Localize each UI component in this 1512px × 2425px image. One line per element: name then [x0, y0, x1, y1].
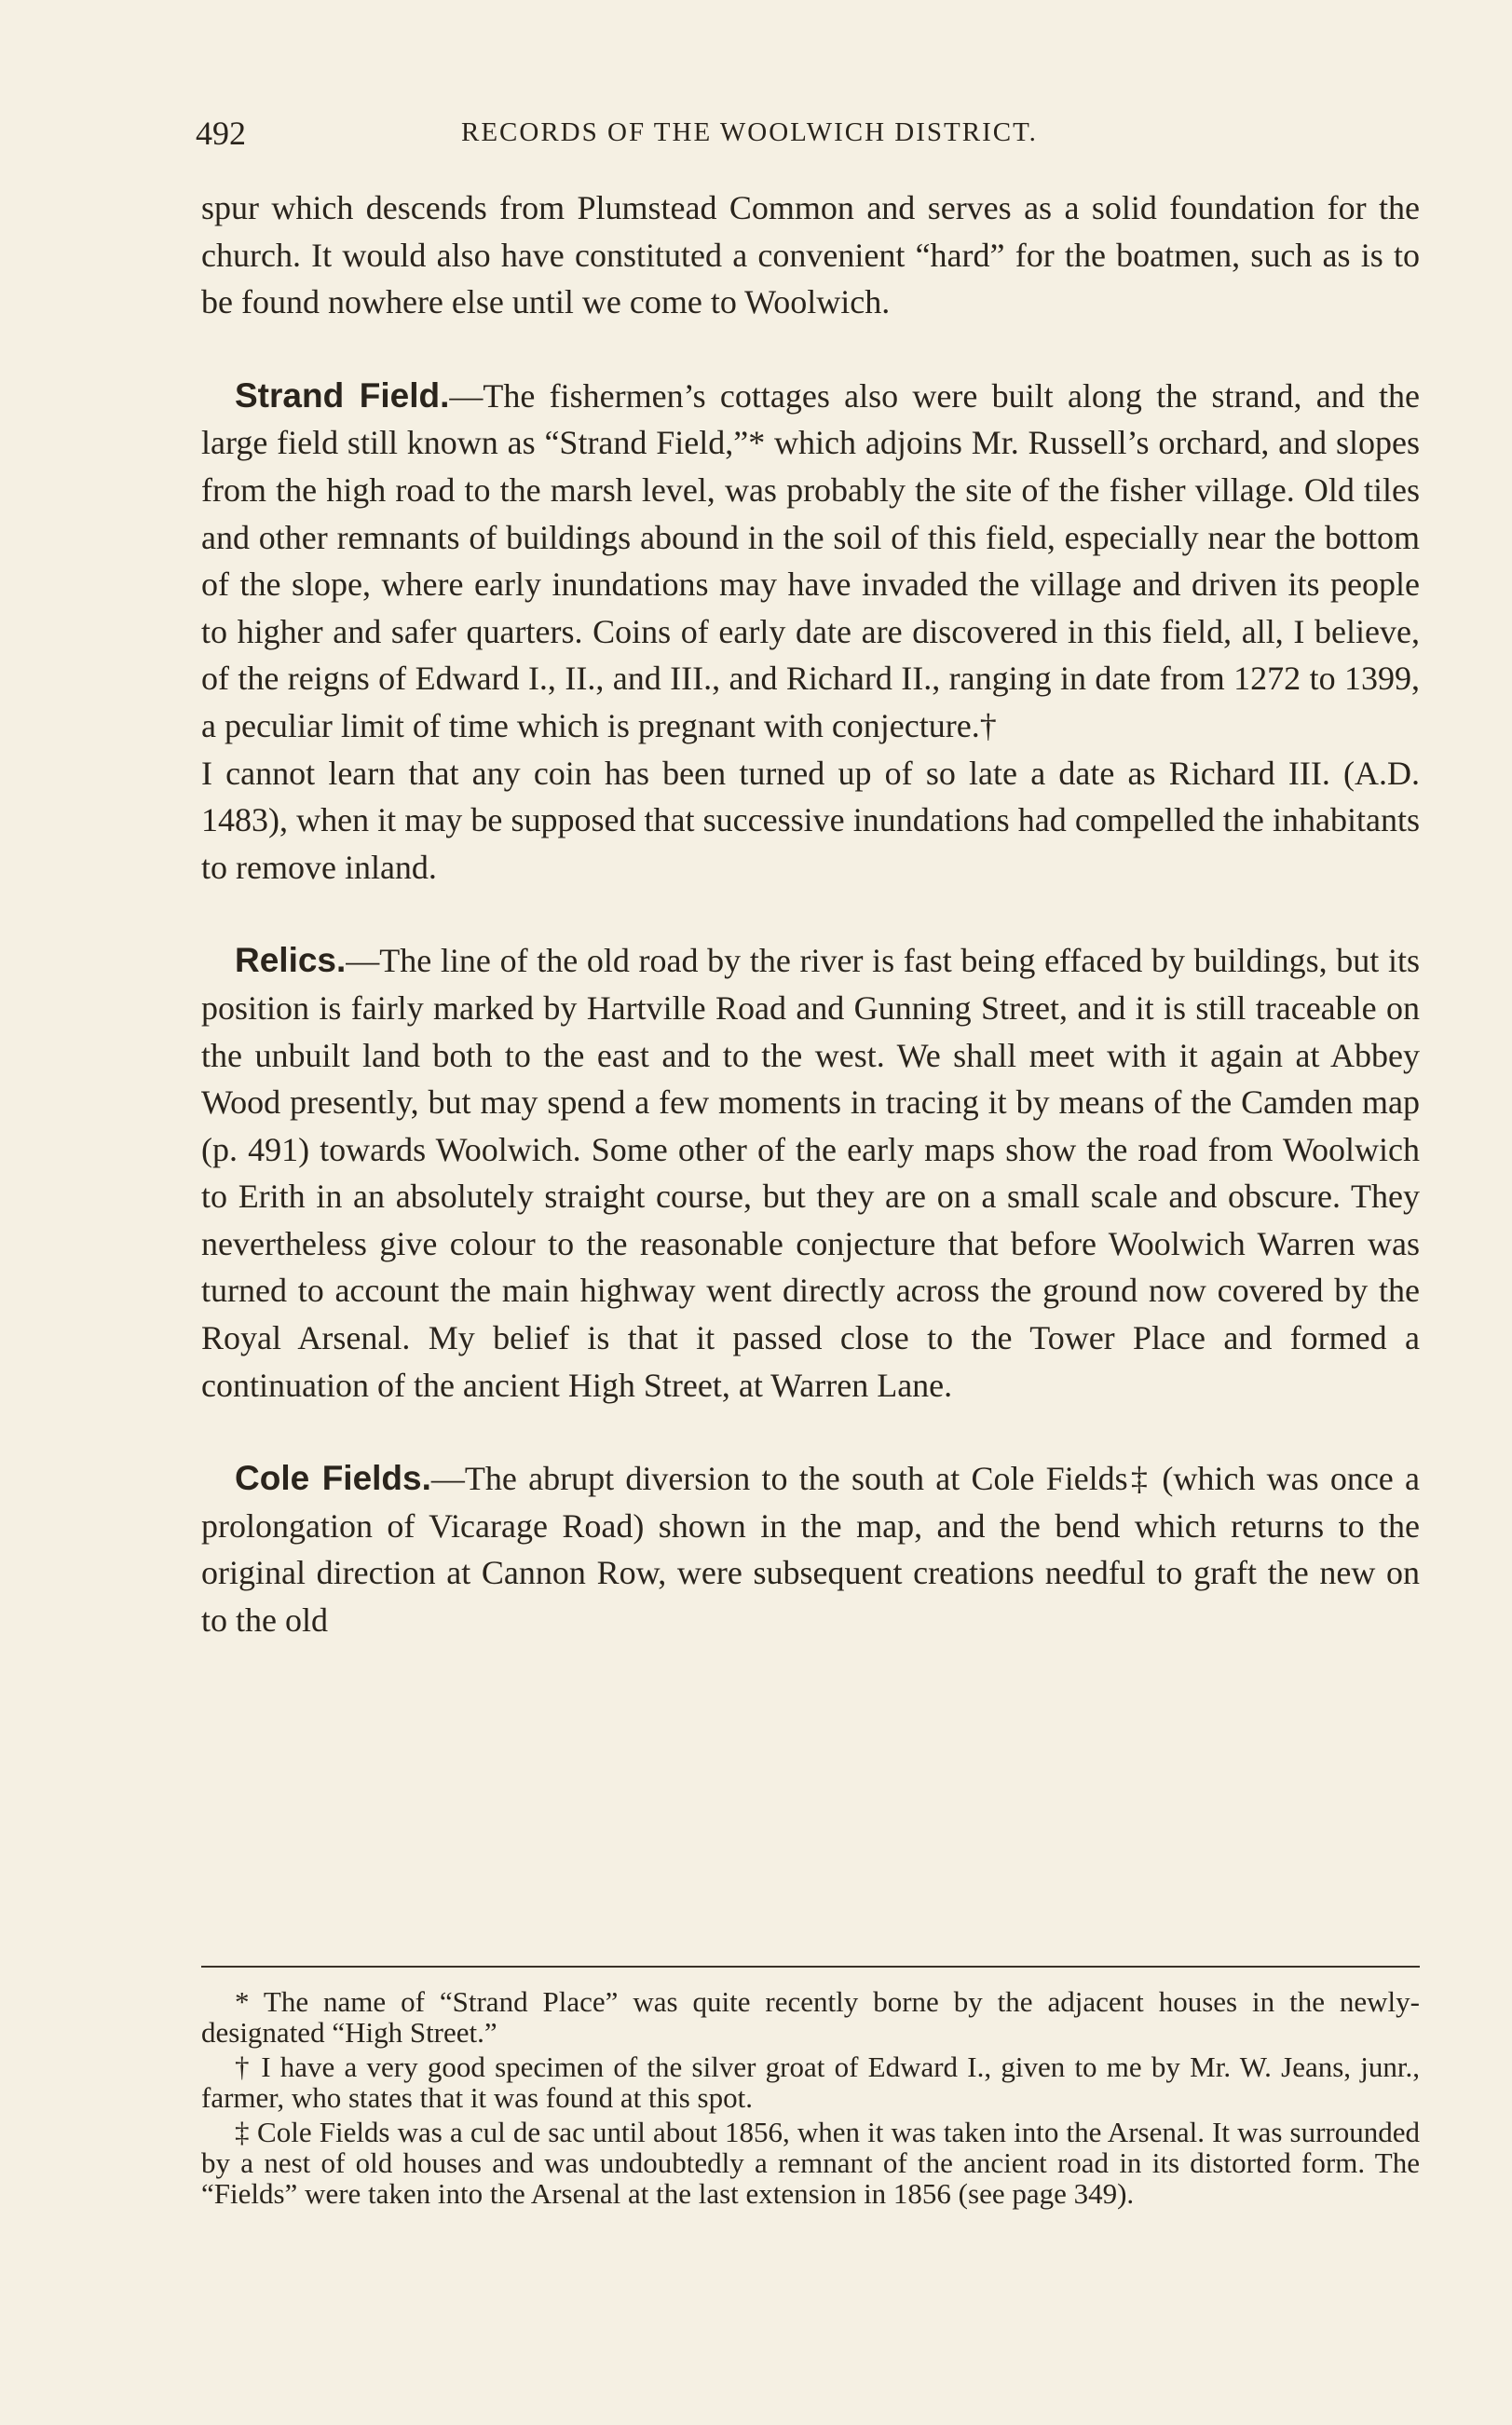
section-cole-fields — [201, 1455, 1420, 1643]
strand-field-text-2: I cannot learn that any coin has been turned up of so late a date as Richard III. (A.D. 1483), when it may be supposed that successive inundations had compelled the inhabitants to remove inland. — [201, 754, 1420, 886]
intro-paragraph: spur which descends from Plumstead Common and serves as a solid foundation for the church. It would also have constituted a convenient “hard” for the boatmen, such as is to be found nowhere else until we come to Woolwich. — [201, 189, 1420, 321]
relics-text: —The line of the old road by the river is fast being effaced by buildings, but its position is fairly marked by Hartville Road and Gunning Street, and it is still traceable on the unbuilt land both to the east and to the west. We shall meet with it again at Abbey Wood presently, but may spend a few moments in tracing it by means of the Camden map (p. 491) towards Woolwich. Some other of the early maps show the road from Woolwich to Erith in an absolutely straight course, but they are on a small scale and obscure. They nevertheless give colour to the reasonable conjecture that before Woolwich Warren was turned to account the main highway went directly across the ground now covered by the Royal Arsenal. My belief is that it passed close to the Tower Place and formed a continuation of the ancient High Street, at Warren Lane. — [201, 942, 1420, 1404]
body-text — [201, 184, 1420, 1644]
section-heading-strand-field: Strand Field. — [235, 375, 450, 415]
cole-fields-text: —The abrupt diversion to the south at Cole Fields‡ (which was once a prolongation of Vicarage Road) shown in the map, and the bend which returns to the original direction at Cannon Row, were subsequent creations needful to graft the new on to the old — [201, 1460, 1421, 1640]
footnote-3: ‡ Cole Fields was a cul de sac until about 1856, when it was taken into the Arsenal. It was surrounded by a nest of old houses and was undoubtedly a remnant of the ancient road in its distorted form. The “Fields” were taken into the Arsenal at the last extension in 1856 (see page 349). — [201, 2116, 1420, 2210]
footnote-1: * The name of “Strand Place” was quite recently borne by the adjacent houses in the newly-designated “High Street.” — [201, 1985, 1420, 2049]
strand-field-text: —The fishermen’s cottages also were built along the strand, and the large field still known as “Strand Field,”* which adjoins Mr. Russell’s orchard, and slopes from the high road to the marsh level, was probably the site of the fisher village. Old tiles and other remnants of buildings abound in the soil of this field, especially near the bottom of the slope, where early inundations may have invaded the village and driven its people to higher and safer quarters. Coins of early date are discovered in this field, all, I believe, of the reigns of Edward I., II., and III., and Richard II., ranging in date from 1272 to 1399, a peculiar limit of time which is pregnant with conjecture.† — [201, 376, 1421, 744]
section-heading-cole-fields: Cole Fields. — [235, 1459, 431, 1498]
footnote-2: † I have a very good specimen of the silver groat of Edward I., given to me by Mr. W. Jeans, junr., farmer, who states that it was found at this spot. — [201, 2050, 1420, 2114]
section-strand-field — [201, 373, 1420, 892]
strand-field-paragraph — [201, 373, 1420, 750]
running-head — [196, 114, 1425, 151]
relics-paragraph — [201, 937, 1420, 1409]
footnote-divider — [201, 1966, 1420, 1968]
running-title: RECORDS OF THE WOOLWICH DISTRICT. — [461, 117, 1038, 147]
section-heading-relics: Relics. — [235, 941, 347, 980]
strand-field-paragraph-2 — [201, 750, 1420, 892]
footnotes — [201, 1986, 1420, 2213]
cole-fields-paragraph — [201, 1455, 1420, 1643]
section-relics — [201, 937, 1420, 1409]
page-number: 492 — [196, 115, 246, 152]
